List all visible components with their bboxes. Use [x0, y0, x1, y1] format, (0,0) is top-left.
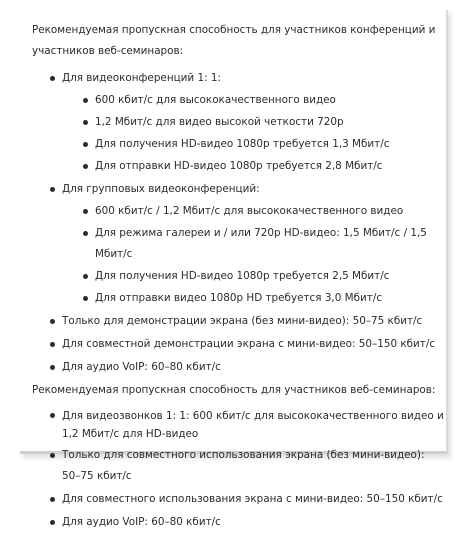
video-1to1-label: Для видеоконференций 1: 1: [62, 72, 222, 84]
list-item: 1,2 Мбит/с для видео высокой четкости 720p [62, 112, 446, 133]
list-item: 600 кбит/с для высококачественного видео [62, 90, 446, 111]
list-item: Для видеозвонков 1: 1: 600 кбит/с для высококачественного видео и 1,2 Мбит/с для HD-видео [32, 405, 446, 443]
list-item: Для получения HD-видео 1080p требуется 2,5 Мбит/с [62, 266, 446, 287]
list-item: Только для совместного использования экрана (без мини-видео): 50–75 кбит/с [32, 445, 446, 487]
list-item: Только для демонстрации экрана (без мини-видео): 50–75 кбит/с [32, 311, 446, 332]
list-item: Для аудио VoIP: 60–80 кбит/с [32, 357, 446, 378]
list-item: Для совместной демонстрации экрана с мини-видео: 50–150 кбит/с [32, 334, 446, 355]
video-1to1-sublist [62, 90, 446, 177]
meetings-intro: Рекомендуемая пропускная способность для участников конференций и участников веб-семинаров: [32, 24, 436, 57]
list-item [32, 68, 446, 177]
list-item: Для аудио VoIP: 60–80 кбит/с [32, 512, 446, 533]
group-video-sublist [62, 201, 446, 309]
list-item: Для отправки видео 1080p HD требуется 3,0 Мбит/с [62, 288, 446, 309]
list-item: Для совместного использования экрана с мини-видео: 50–150 кбит/с [32, 489, 446, 510]
group-video-label: Для групповых видеоконференций: [62, 183, 260, 195]
list-item: 600 кбит/с / 1,2 Мбит/с для высококачественного видео [62, 201, 446, 222]
meetings-list [32, 68, 446, 378]
list-item: Для отправки HD-видео 1080p требуется 2,8 Мбит/с [62, 156, 446, 177]
webinar-list [32, 405, 446, 533]
webinar-intro: Рекомендуемая пропускная способность для участников веб-семинаров: [32, 384, 436, 396]
list-item: Для режима галереи и / или 720p HD-видео: 1,5 Мбит/с / 1,5 Мбит/с [62, 223, 446, 265]
list-item: Для получения HD-видео 1080p требуется 1,3 Мбит/с [62, 134, 446, 155]
list-item [32, 179, 446, 309]
article-card [20, 10, 448, 528]
